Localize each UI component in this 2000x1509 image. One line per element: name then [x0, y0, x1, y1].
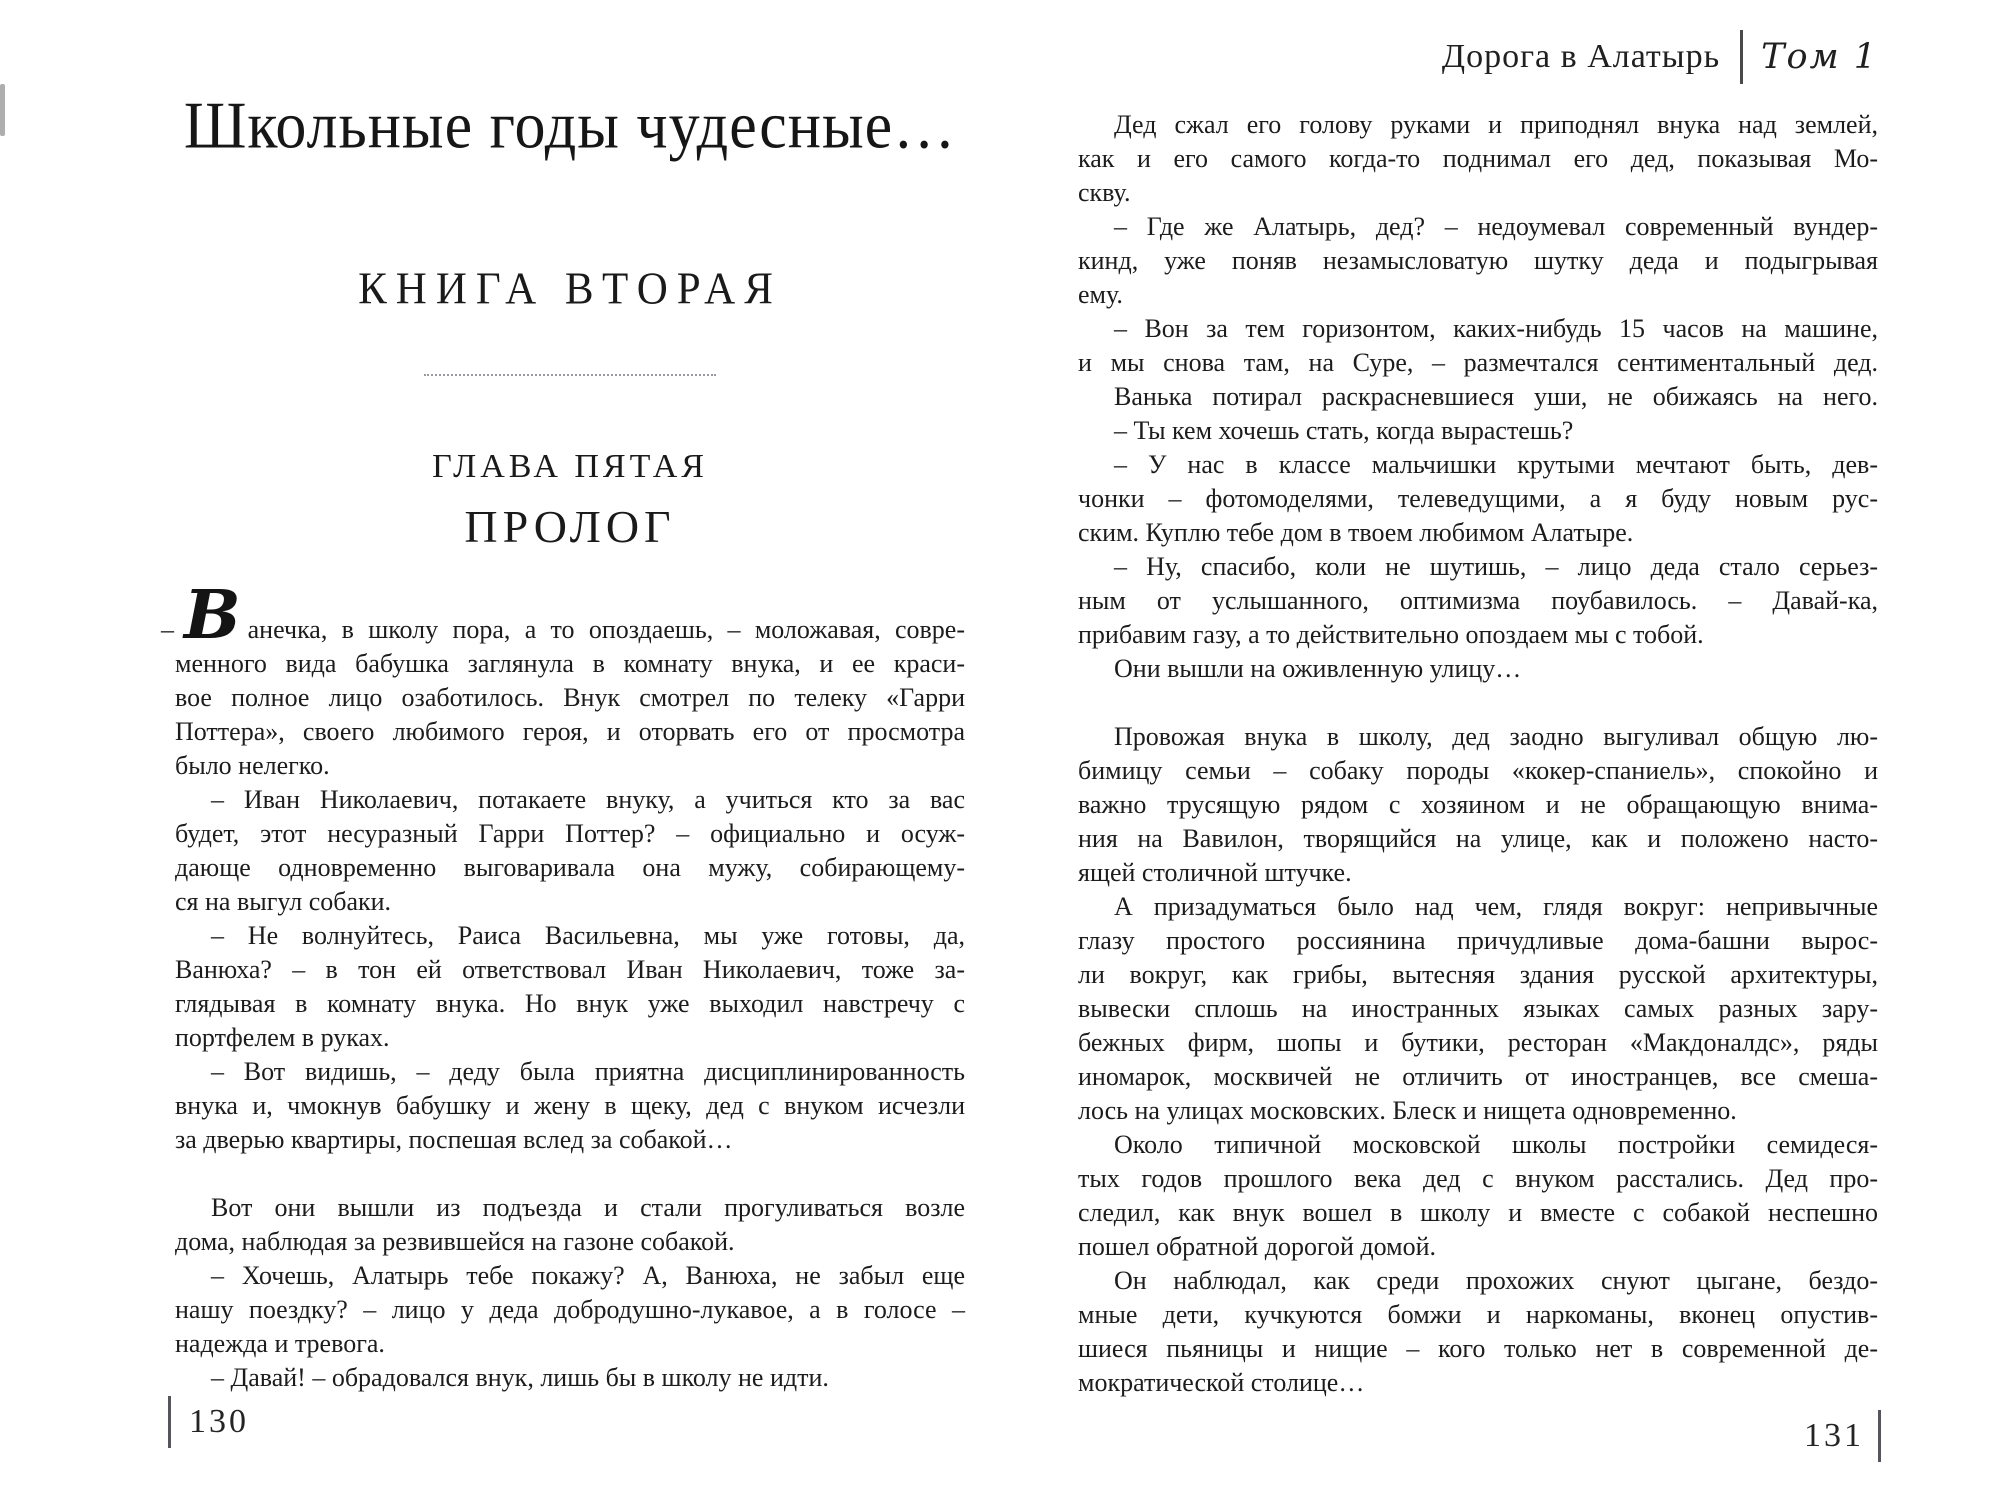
- page-number-text: 131: [1804, 1417, 1864, 1454]
- text-line: шиеся пьяницы и нищие – кого только нет в современной де-: [1078, 1334, 1878, 1363]
- text-line: ящей столичной штучке.: [1078, 858, 1352, 887]
- text-line: кинд, уже поняв незамысловатую шутку деда и подыгрывая: [1078, 246, 1878, 275]
- paragraph: [1078, 652, 1878, 686]
- text-line: прибавим газу, а то действительно опоздаем мы с тобой.: [1078, 620, 1704, 649]
- paragraph: [175, 1361, 965, 1395]
- folio-bar-right: [1878, 1410, 1881, 1462]
- text-line: и мы снова там, на Суре, – размечтался сентиментальный дед.: [1078, 348, 1878, 377]
- text-line: менного вида бабушка заглянула в комнату внука, и ее краси-: [175, 649, 965, 678]
- text-line: А призадуматься было над чем, глядя вокруг: непривычные: [1114, 892, 1878, 921]
- paragraph: [1078, 414, 1878, 448]
- text-line: мные дети, кучкуются бомжи и наркоманы, вконец опустив-: [1078, 1300, 1878, 1329]
- text-line: лось на улицах московских. Блеск и нищета одновременно.: [1078, 1096, 1737, 1125]
- text-line: будет, этот несуразный Гарри Поттер? – официально и осуж-: [175, 819, 965, 848]
- paragraph: [1078, 1264, 1878, 1400]
- paragraph: [161, 575, 965, 783]
- paragraph: [1078, 312, 1878, 380]
- paragraph: [1078, 720, 1878, 890]
- text-line: скву.: [1078, 178, 1131, 207]
- text-line: Ванюха? – в тон ей ответствовал Иван Николаевич, тоже за-: [175, 955, 965, 984]
- paragraph: [175, 783, 965, 919]
- right-page-body: [1078, 108, 1878, 1400]
- text-line: за дверью квартиры, поспешая вслед за собакой…: [175, 1125, 733, 1154]
- text-line: мократической столице…: [1078, 1368, 1365, 1397]
- chapter-heading: ГЛАВА ПЯТАЯ: [432, 448, 708, 485]
- left-page-body: [161, 575, 965, 1395]
- left-page: [161, 0, 965, 1509]
- text-line: – Ну, спасибо, коли не шутишь, – лицо деда стало серьез-: [1114, 552, 1878, 581]
- text-line: Ванька потирал раскрасневшиеся уши, не обижаясь на него.: [1114, 382, 1878, 411]
- text-line: – Вон за тем горизонтом, каких-нибудь 15 часов на машине,: [1114, 314, 1878, 343]
- header-separator-bar: [1740, 30, 1743, 84]
- section-break: [175, 1157, 965, 1191]
- text-line: – Вот видишь, – деду была приятна дисциплинированность: [211, 1057, 965, 1086]
- text-line: следил, как внук вошел в школу и вместе с собакой неспешно: [1078, 1198, 1878, 1227]
- page-number-text: 130: [189, 1403, 249, 1440]
- text-line: Поттера», своего любимого героя, и оторвать его от просмотра: [175, 717, 965, 746]
- text-line: ся на выгул собаки.: [175, 887, 392, 916]
- running-header-title: Дорога в Алатырь: [1441, 38, 1721, 75]
- prolog-heading: ПРОЛОГ: [464, 501, 676, 552]
- text-line: ему.: [1078, 280, 1123, 309]
- text-line: пошел обратной дорогой домой.: [1078, 1232, 1436, 1261]
- book-heading: КНИГА ВТОРАЯ: [358, 264, 782, 315]
- text-line: – Ты кем хочешь стать, когда вырастешь?: [1114, 416, 1574, 445]
- text-line: Они вышли на оживленную улицу…: [1114, 654, 1522, 683]
- text-line: нашу поездку? – лицо у деда добродушно-лукавое, а в голосе –: [175, 1295, 965, 1324]
- text-line: ния на Вавилон, творящийся на улице, как и положено насто-: [1078, 824, 1878, 853]
- section-break: [1078, 686, 1878, 720]
- text-line: дома, наблюдая за резвившейся на газоне собакой.: [175, 1227, 735, 1256]
- text-line: ским. Куплю тебе дом в твоем любимом Алатыре.: [1078, 518, 1634, 547]
- folio-bar-left: [168, 1396, 171, 1448]
- text-line: – Не волнуйтесь, Раиса Васильевна, мы уже готовы, да,: [211, 921, 965, 950]
- running-header: [1442, 30, 1878, 84]
- text-line: – У нас в классе мальчишки крутыми мечтают быть, дев-: [1114, 450, 1878, 479]
- paragraph: [1078, 448, 1878, 550]
- text-line: Вот они вышли из подъезда и стали прогуливаться возле: [211, 1193, 965, 1222]
- paragraph: [1078, 210, 1878, 312]
- book-title: Школьные годы чудесные…: [183, 89, 957, 163]
- text-line: Провожая внука в школу, дед заодно выгуливал общую лю-: [1114, 722, 1878, 751]
- text-line: дающе одновременно выговаривала она мужу, собирающему-: [175, 853, 965, 882]
- drop-cap: В: [184, 575, 241, 654]
- text-line: ли вокруг, как грибы, вытесняя здания русской архитектуры,: [1078, 960, 1878, 989]
- text-line: Около типичной московской школы постройки семидеся-: [1114, 1130, 1878, 1159]
- text-line: иномарок, москвичей не отличить от иностранцев, все смеша-: [1078, 1062, 1878, 1091]
- text-line: тых годов прошлого века дед с внуком расстались. Дед про-: [1078, 1164, 1878, 1193]
- left-page-number: [168, 1396, 249, 1448]
- text-line: – Где же Алатырь, дед? – недоумевал современный вундер-: [1114, 212, 1878, 241]
- text-line: – Иван Николаевич, потакаете внуку, а учиться кто за вас: [211, 785, 965, 814]
- text-line: как и его самого когда-то поднимал его дед, показывая Мо-: [1078, 144, 1878, 173]
- paragraph: [1078, 380, 1878, 414]
- running-header-volume: Том 1: [1761, 37, 1878, 77]
- paragraph: [1078, 108, 1878, 210]
- text-line: вое полное лицо озаботилось. Внук смотрел по телеку «Гарри: [175, 683, 965, 712]
- right-page: [1078, 0, 1878, 1509]
- text-line: – Давай! – обрадовался внук, лишь бы в школу не идти.: [211, 1363, 829, 1392]
- paragraph: [175, 1259, 965, 1361]
- text-line: глядывая в комнату внука. Но внук уже выходил навстречу с: [175, 989, 965, 1018]
- text-line: Он наблюдал, как среди прохожих снуют цыгане, бездо-: [1114, 1266, 1878, 1295]
- text-line: чонки – фотомоделями, телеведущими, а я буду новым рус-: [1078, 484, 1878, 513]
- text-line: – В анечка, в школу пора, а то опоздаешь, – моложавая, совре-: [161, 575, 965, 654]
- text-line: надежда и тревога.: [175, 1329, 385, 1358]
- paragraph: [1078, 1128, 1878, 1264]
- text-line: вывески сплошь на иностранных языках самых разных зару-: [1078, 994, 1878, 1023]
- text-line: важно трусящую рядом с хозяином и не обращающую внима-: [1078, 790, 1878, 819]
- paragraph: [175, 919, 965, 1055]
- paragraph: [1078, 890, 1878, 1128]
- right-page-number: [1804, 1410, 1881, 1462]
- paragraph: [175, 1191, 965, 1259]
- text-line: ным от услышанного, оптимизма поубавилось. – Давай-ка,: [1078, 586, 1878, 615]
- dialogue-dash: –: [161, 615, 174, 644]
- heading-divider: [424, 374, 716, 376]
- text-line: глазу простого россиянина причудливые дома-башни вырос-: [1078, 926, 1878, 955]
- text-line: бежных фирм, шопы и бутики, ресторан «Макдоналдс», ряды: [1078, 1028, 1878, 1057]
- paragraph: [175, 1055, 965, 1157]
- text-line: было нелегко.: [175, 751, 330, 780]
- text-line: внука и, чмокнув бабушку и жену в щеку, дед с внуком исчезли: [175, 1091, 965, 1120]
- paragraph: [1078, 550, 1878, 652]
- text-line: – Хочешь, Алатырь тебе покажу? А, Ванюха, не забыл еще: [211, 1261, 965, 1290]
- text-line: портфелем в руках.: [175, 1023, 390, 1052]
- text-line: Дед сжал его голову руками и приподнял внука над землей,: [1114, 110, 1878, 139]
- text-line: бимицу семьи – собаку породы «кокер-спаниель», спокойно и: [1078, 756, 1878, 785]
- scan-edge-artifact: [0, 84, 5, 136]
